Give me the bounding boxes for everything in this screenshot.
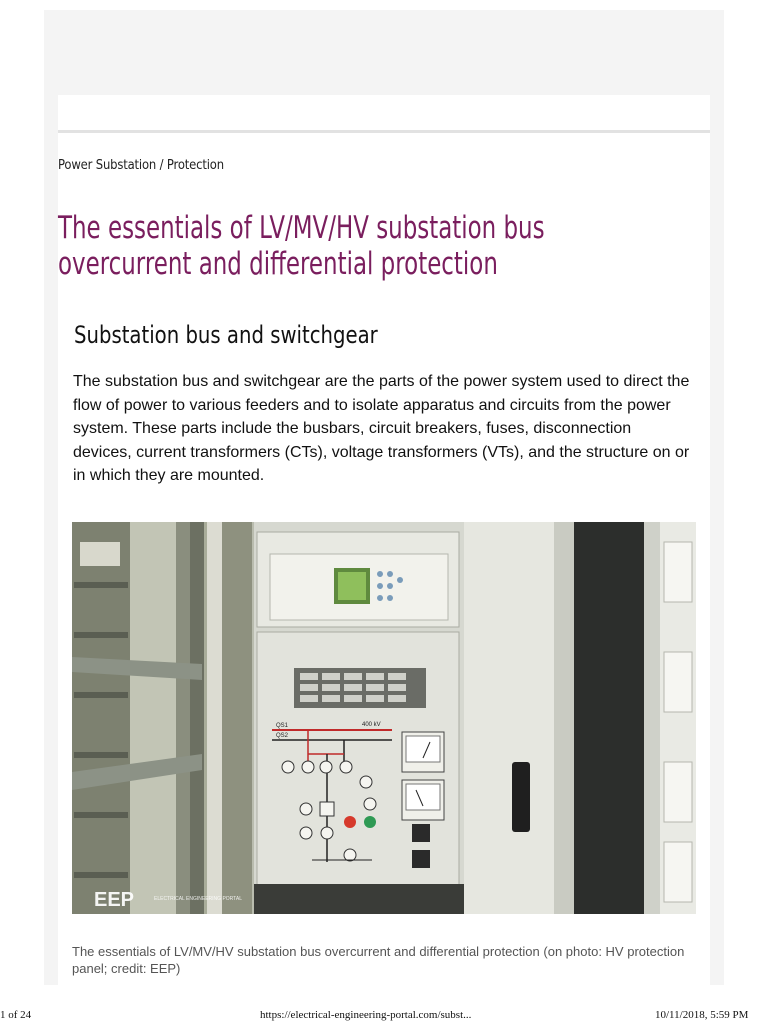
- section-heading: Substation bus and switchgear: [74, 321, 378, 349]
- photo-caption: The essentials of LV/MV/HV substation bus overcurrent and differential protection (on photo: HV protection panel; credit: EEP): [72, 944, 685, 976]
- print-datetime: 10/11/2018, 5:59 PM: [655, 1009, 749, 1021]
- breadcrumb[interactable]: Power Substation / Protection: [58, 157, 224, 173]
- bus-label-qs1: QS1: [276, 723, 289, 729]
- body-paragraph: The substation bus and switchgear are the parts of the power system used to direct the flow of power to various feeders and to isolate apparatus and circuits from the power system. These parts include the busbars, circuit breakers, fuses, disconnection devices, current transformers (CTs), voltage transformers (VTs), and the structure on or in which they are mounted.: [73, 373, 690, 484]
- eep-watermark-subtitle: ELECTRICAL ENGINEERING PORTAL: [154, 896, 242, 902]
- bus-label-qs2: QS2: [276, 733, 289, 739]
- article-title: The essentials of LV/MV/HV substation bus overcurrent and differential protection: [58, 210, 545, 282]
- print-page-number: 1 of 24: [0, 1009, 32, 1021]
- header-divider: [58, 130, 710, 133]
- protection-panel-photo: [72, 522, 696, 914]
- print-url[interactable]: https://electrical-engineering-portal.com/subst...: [260, 1009, 472, 1021]
- eep-watermark: EEP: [94, 889, 135, 911]
- voltage-label: 400 kV: [362, 722, 381, 728]
